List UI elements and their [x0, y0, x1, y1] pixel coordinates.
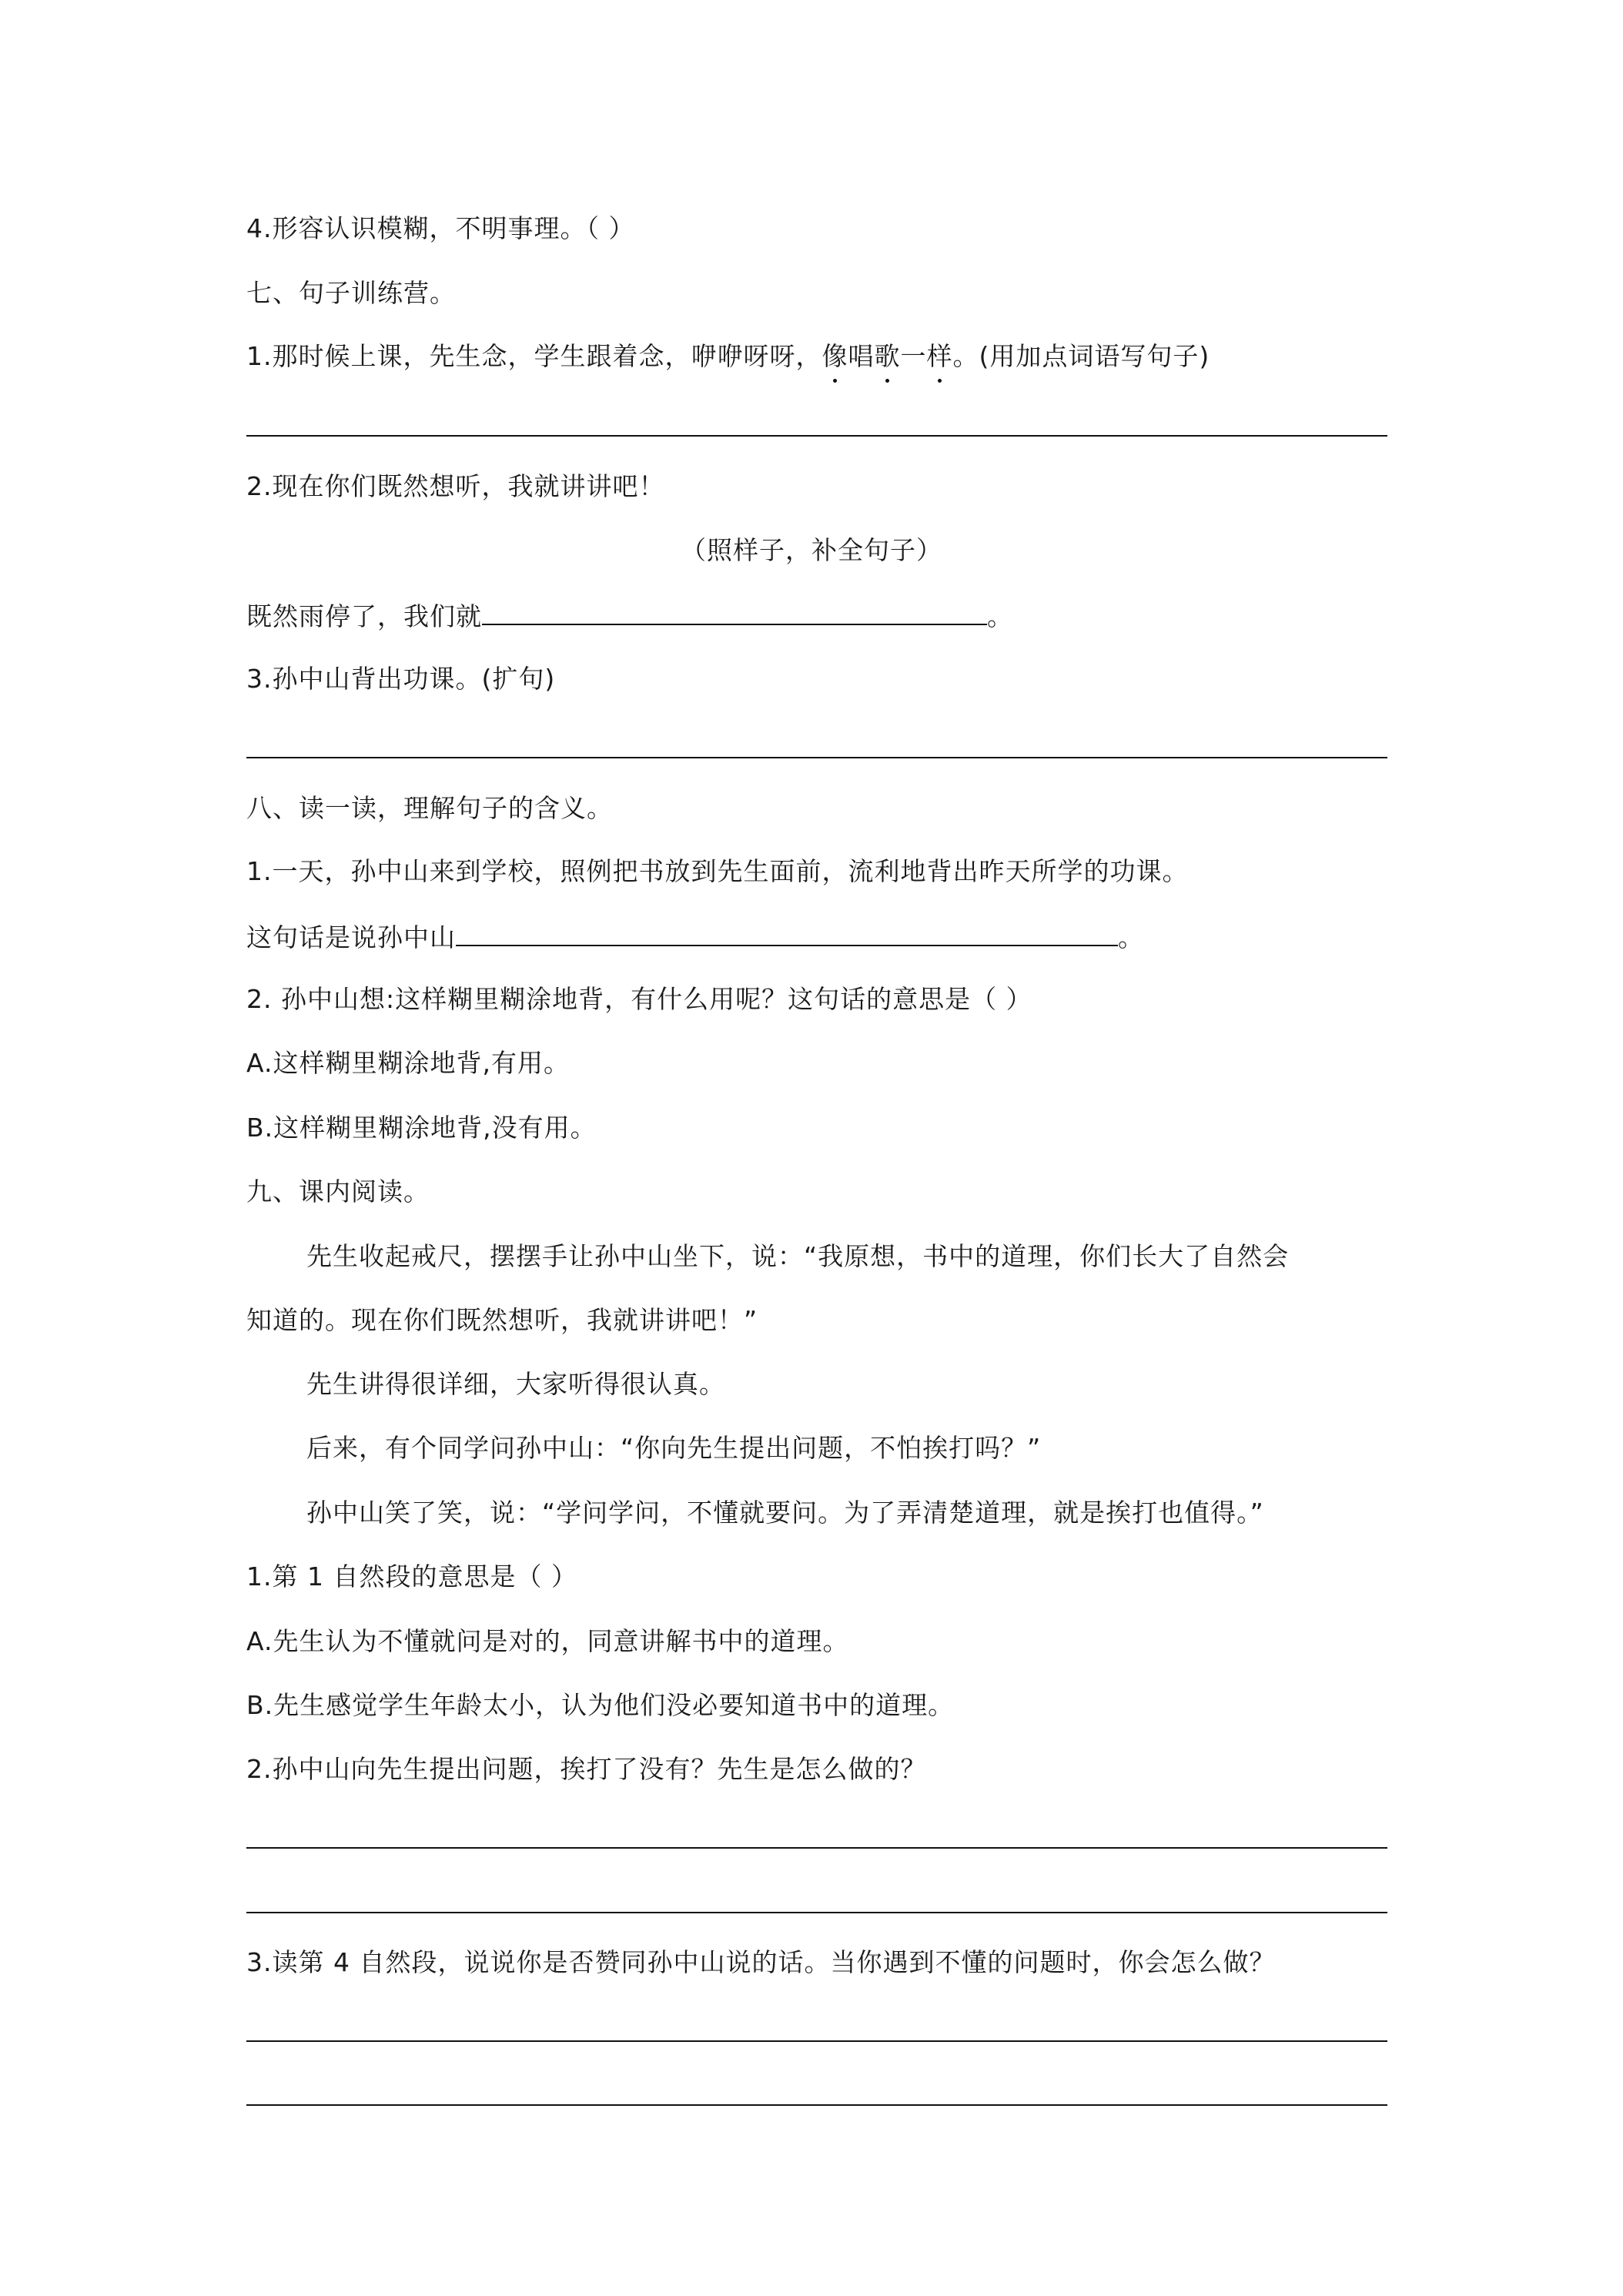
question-7-2: 2.现在你们既然想听，我就讲讲吧！: [246, 471, 665, 501]
reading-paragraph-2: 先生讲得很详细，大家听得很认真。: [306, 1369, 725, 1399]
question-7-2-hint: （照样子，补全句子）: [681, 535, 942, 565]
question-9-3: 3.读第 4 自然段，说说你是否赞同孙中山说的话。当你遇到不懂的问题时，你会怎么做？: [246, 1947, 1276, 1977]
question-8-2: 2. 孙中山想:这样糊里糊涂地背，有什么用呢？这句话的意思是（ ）: [246, 984, 1032, 1014]
option-b: B.先生感觉学生年龄太小，认为他们没必要知道书中的道理。: [246, 1690, 955, 1720]
dotted-char: 样: [927, 340, 953, 373]
question-8-1: 1.一天，孙中山来到学校，照例把书放到先生面前，流利地背出昨天所学的功课。: [246, 856, 1189, 886]
question-9-1: 1.第 1 自然段的意思是（ ）: [246, 1561, 577, 1591]
section-9-heading: 九、课内阅读。: [246, 1176, 430, 1207]
fill-blank[interactable]: [456, 919, 1118, 946]
dotted-char: 像: [822, 340, 848, 373]
reading-paragraph-1: 先生收起戒尺，摆摆手让孙中山坐下，说：“我原想，书中的道理，你们长大了自然会: [306, 1241, 1290, 1271]
question-9-2: 2.孙中山向先生提出问题，挨打了没有？先生是怎么做的？: [246, 1754, 927, 1784]
fill-suffix: 。: [987, 601, 1013, 631]
plain-char: 唱: [848, 341, 875, 371]
fill-prefix: 既然雨停了，我们就: [246, 601, 482, 631]
option-a: A.这样糊里糊涂地背,有用。: [246, 1048, 570, 1078]
fill-prefix: 这句话是说孙中山: [246, 922, 456, 952]
question-8-1-fill: [246, 919, 1144, 955]
question-7-1-prefix: 1.那时候上课，先生念，学生跟着念，咿咿呀呀，: [246, 341, 822, 371]
reading-paragraph-1-cont: 知道的。现在你们既然想听，我就讲讲吧！”: [246, 1305, 758, 1335]
reading-paragraph-4: 孙中山笑了笑，说：“学问学问，不懂就要问。为了弄清楚道理，就是挨打也值得。”: [306, 1498, 1264, 1528]
question-6-4: 4.形容认识模糊，不明事理。（ ）: [246, 213, 635, 243]
answer-line[interactable]: [246, 435, 1387, 437]
section-7-heading: 七、句子训练营。: [246, 278, 456, 308]
answer-line[interactable]: [246, 2104, 1387, 2106]
answer-line[interactable]: [246, 1912, 1387, 1913]
answer-line[interactable]: [246, 757, 1387, 758]
question-7-1: [246, 340, 1210, 373]
dotted-char: 歌: [875, 340, 901, 373]
question-7-1-suffix: 。(用加点词语写句子): [952, 341, 1210, 371]
reading-paragraph-3: 后来，有个同学问孙中山：“你向先生提出问题，不怕挨打吗？”: [306, 1433, 1042, 1463]
fill-suffix: 。: [1118, 922, 1144, 952]
option-a: A.先生认为不懂就问是对的，同意讲解书中的道理。: [246, 1626, 849, 1656]
section-8-heading: 八、读一读，理解句子的含义。: [246, 793, 613, 823]
answer-line[interactable]: [246, 2040, 1387, 2042]
option-b: B.这样糊里糊涂地背,没有用。: [246, 1113, 597, 1143]
fill-blank[interactable]: [482, 597, 987, 625]
plain-char: 一: [900, 341, 927, 371]
question-7-2-fill: [246, 597, 1013, 634]
answer-line[interactable]: [246, 1847, 1387, 1849]
question-7-3: 3.孙中山背出功课。(扩句): [246, 664, 556, 694]
